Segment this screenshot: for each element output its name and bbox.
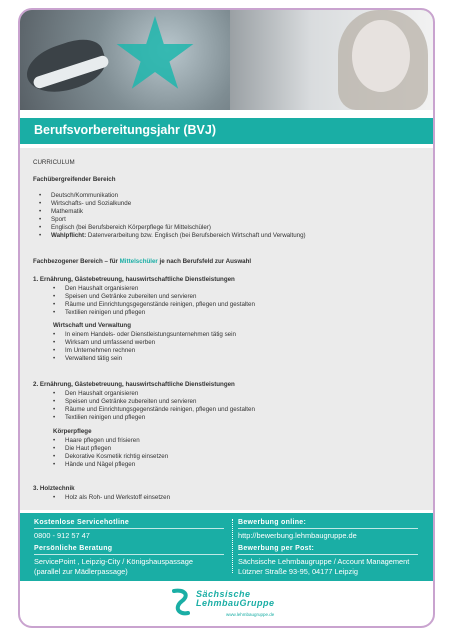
list-item: • Im Unternehmen rechnen <box>65 347 135 355</box>
list-item: • Speisen und Getränke zubereiten und servieren <box>65 398 196 406</box>
list-item: • Wirtschafts- und Sozialkunde <box>51 200 131 208</box>
section3-heading: 3. Holztechnik <box>33 485 75 492</box>
list-item: • Textilien reinigen und pflegen <box>65 309 145 317</box>
hotline-number[interactable]: 0800 - 912 57 47 <box>34 531 90 540</box>
list-item: • Dekorative Kosmetik richtig einsetzen <box>65 453 168 461</box>
consult-line1: ServicePoint , Leipzig-City / Königshauspassage <box>34 557 193 566</box>
divider <box>238 554 418 555</box>
logo-url[interactable]: www.lehmbaugruppe.de <box>226 612 275 617</box>
list-item: • Sport <box>51 216 66 224</box>
online-url-link[interactable]: http://bewerbung.lehmbaugruppe.de <box>238 531 357 540</box>
list-item: • Hände und Nägel pflegen <box>65 461 135 469</box>
curriculum-label: CURRICULUM <box>33 159 75 166</box>
mandatory-item <box>51 232 306 240</box>
general-heading: Fachübergreifender Bereich <box>33 176 116 183</box>
portrait-face <box>352 20 410 92</box>
divider <box>34 554 224 555</box>
page-frame <box>18 8 435 628</box>
logo-line2: LehmbauGruppe <box>196 598 275 608</box>
divider <box>34 528 224 529</box>
header-photo <box>20 10 433 110</box>
list-item: • Haare pflegen und frisieren <box>65 437 140 445</box>
mandatory-label: Wahlpflicht: <box>51 232 87 239</box>
list-item: • Räume und Einrichtungsgegenstände reinigen, pflegen und gestalten <box>65 301 255 309</box>
hotline-heading: Kostenlose Servicehotline <box>34 519 130 526</box>
specific-suffix: je nach Berufsfeld zur Auswahl <box>157 258 252 265</box>
list-item: • Den Haushalt organisieren <box>65 285 138 293</box>
section2-subheading: Körperpflege <box>53 428 92 435</box>
logo-line1: Sächsische <box>196 589 251 599</box>
list-item: • Wirksam und umfassend werben <box>65 339 155 347</box>
list-item: • Räume und Einrichtungsgegenstände reinigen, pflegen und gestalten <box>65 406 255 414</box>
company-logo <box>170 585 290 623</box>
post-line2: Lützner Straße 93-95, 04177 Leipzig <box>238 567 358 576</box>
specific-heading <box>33 258 251 266</box>
curriculum-panel <box>20 148 433 510</box>
column-divider <box>232 519 233 573</box>
list-item: • Verwaltend tätig sein <box>65 355 122 363</box>
logo-mark-icon <box>170 587 192 617</box>
section1-subheading: Wirtschaft und Verwaltung <box>53 322 131 329</box>
divider <box>238 528 418 529</box>
post-heading: Bewerbung per Post: <box>238 545 315 552</box>
section1-heading: 1. Ernährung, Gästebetreuung, hauswirtschaftliche Dienstleistungen <box>33 276 235 283</box>
specific-highlight: Mittelschüler <box>119 258 158 265</box>
section2-heading: 2. Ernährung, Gästebetreuung, hauswirtschaftliche Dienstleistungen <box>33 381 235 388</box>
list-item: • Mathematik <box>51 208 83 216</box>
list-item: • Die Haut pflegen <box>65 445 111 453</box>
list-item: • Den Haushalt organisieren <box>65 390 138 398</box>
list-item: • Speisen und Getränke zubereiten und servieren <box>65 293 196 301</box>
title-bar <box>20 118 433 144</box>
contact-bar <box>20 513 433 581</box>
online-heading: Bewerbung online: <box>238 519 307 526</box>
list-item: • In einem Handels- oder Dienstleistungsunternehmen tätig sein <box>65 331 236 339</box>
post-line1: Sächsische Lehmbaugruppe / Account Management <box>238 557 410 566</box>
list-item: • Englisch (bei Berufsbereich Körperpflege für Mittelschüler) <box>51 224 211 232</box>
mandatory-text: Datenverarbeitung bzw. Englisch (bei Berufsbereich Wirtschaft und Verwaltung) <box>86 232 306 239</box>
page-title: Berufsvorbereitungsjahr (BVJ) <box>34 123 216 137</box>
consult-heading: Persönliche Beratung <box>34 545 113 552</box>
list-item: • Textilien reinigen und pflegen <box>65 414 145 422</box>
list-item: • Deutsch/Kommunikation <box>51 192 118 200</box>
specific-prefix: Fachbezogener Bereich – für <box>33 258 120 265</box>
consult-line2: (parallel zur Mädlerpassage) <box>34 567 128 576</box>
list-item: • Holz als Roh- und Werkstoff einsetzen <box>65 494 170 502</box>
